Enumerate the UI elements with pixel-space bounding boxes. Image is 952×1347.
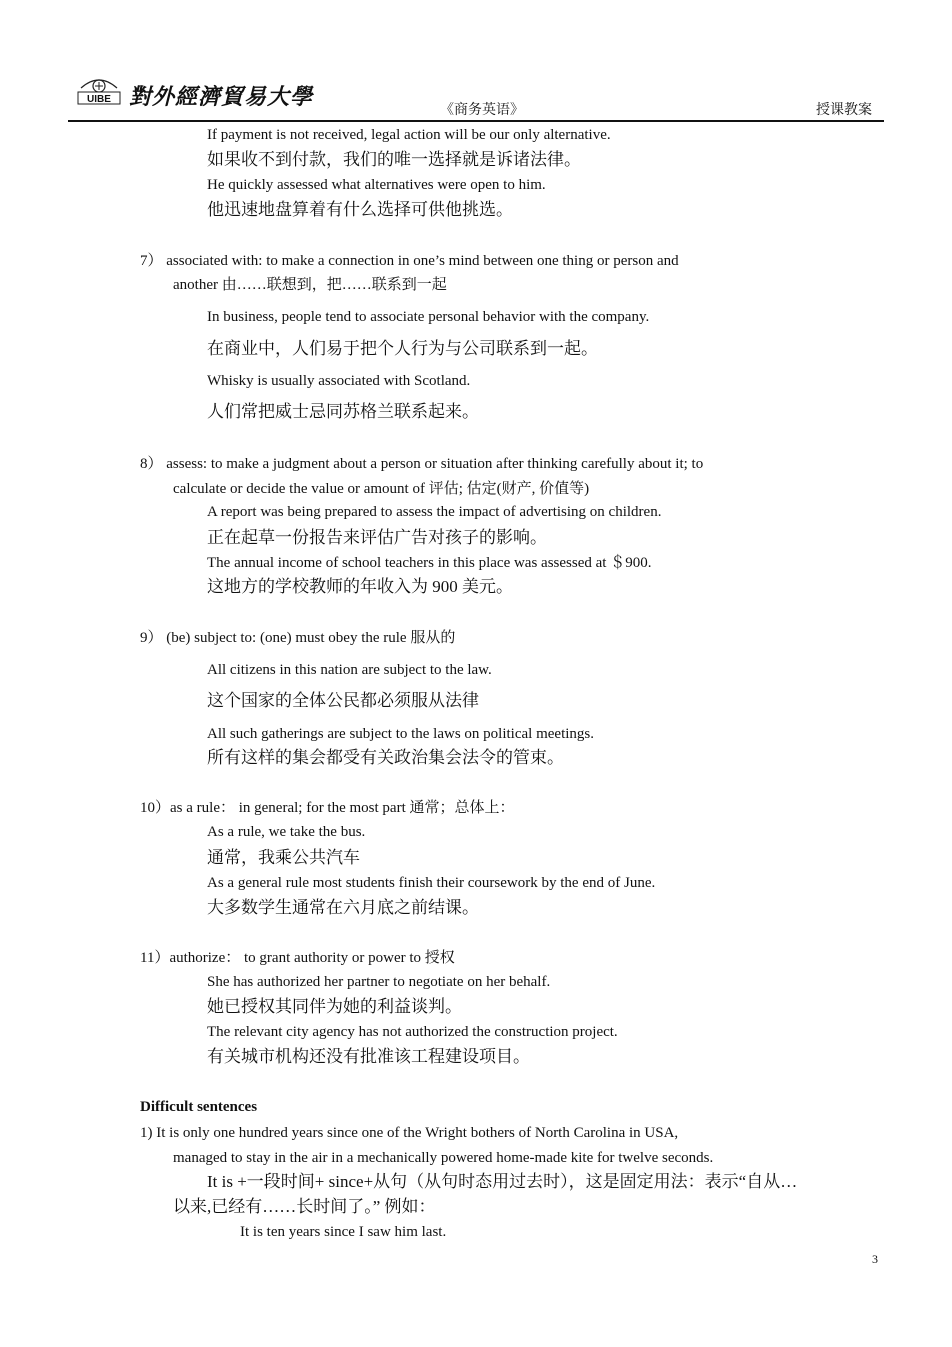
section-heading: Difficult sentences	[140, 1099, 258, 1115]
body-line: 正在起草一份报告来评估广告对孩子的影响。	[207, 528, 547, 547]
body-line: All citizens in this nation are subject to the law.	[207, 662, 492, 678]
university-name: 對外經濟貿易大學	[129, 84, 314, 109]
body-line: 人们常把威士忌同苏格兰联系起来。	[207, 402, 479, 421]
body-line: 在商业中，人们易于把个人行为与公司联系到一起。	[207, 339, 598, 358]
body-line: She has authorized her partner to negotiate on her behalf.	[207, 974, 551, 990]
page-header	[0, 0, 952, 125]
body-line: 以来,已经有……长时间了。” 例如：	[173, 1197, 436, 1216]
course-title: 《商务英语》	[440, 103, 524, 118]
university-logo-icon	[75, 74, 123, 108]
body-line: 这个国家的全体公民都必须服从法律	[207, 691, 479, 710]
vocab-heading: 11）authorize： to grant authority or power to 授权	[140, 950, 455, 966]
body-line: As a general rule most students finish their coursework by the end of June.	[207, 875, 656, 891]
body-line: 这地方的学校教师的年收入为 900 美元。	[207, 577, 513, 596]
vocab-heading: 10）as a rule： in general; for the most part 通常；总体上：	[140, 800, 515, 816]
body-line: 如果收不到付款，我们的唯一选择就是诉诸法律。	[207, 150, 581, 169]
body-line: 通常，我乘公共汽车	[207, 848, 360, 867]
svg-text:UIBE: UIBE	[87, 94, 111, 105]
body-line: It is +一段时间+ since+从句（从句时态用过去时），这是固定用法：表示“自从…	[207, 1172, 798, 1191]
body-line: All such gatherings are subject to the laws on political meetings.	[207, 726, 594, 742]
vocab-heading: 7） associated with: to make a connection in one’s mind between one thing or person and	[140, 253, 679, 269]
body-line: 大多数学生通常在六月底之前结课。	[207, 898, 479, 917]
body-line: Whisky is usually associated with Scotland.	[207, 373, 471, 389]
vocab-heading: 8） assess: to make a judgment about a person or situation after thinking carefully about it; to	[140, 456, 704, 472]
header-divider	[68, 120, 884, 122]
body-line: 所有这样的集会都受有关政治集会法令的管束。	[207, 748, 564, 767]
body-line: 有关城市机构还没有批准该工程建设项目。	[207, 1047, 530, 1066]
body-line: 他迅速地盘算着有什么选择可供他挑选。	[207, 200, 513, 219]
body-line: As a rule, we take the bus.	[207, 824, 366, 840]
body-line: If payment is not received, legal action will be our only alternative.	[207, 127, 611, 143]
page-number: 3	[872, 1252, 878, 1266]
body-line: He quickly assessed what alternatives were open to him.	[207, 177, 546, 193]
body-line: calculate or decide the value or amount of 评估; 估定(财产, 价值等)	[173, 481, 590, 497]
body-line: 她已授权其同伴为她的利益谈判。	[207, 997, 462, 1016]
body-line: another 由……联想到，把……联系到一起	[173, 277, 447, 293]
body-line: It is ten years since I saw him last.	[240, 1224, 447, 1240]
body-line: managed to stay in the air in a mechanically powered home-made kite for twelve seconds.	[173, 1150, 714, 1166]
body-line: The relevant city agency has not authorized the construction project.	[207, 1024, 618, 1040]
body-line: The annual income of school teachers in this place was assessed at ＄900.	[207, 555, 652, 571]
document-type: 授课教案	[816, 103, 872, 118]
vocab-heading: 9） (be) subject to: (one) must obey the rule 服从的	[140, 630, 456, 646]
body-line: A report was being prepared to assess the impact of advertising on children.	[207, 504, 662, 520]
body-line: 1) It is only one hundred years since one of the Wright bothers of North Carolina in USA,	[140, 1125, 679, 1141]
body-line: In business, people tend to associate personal behavior with the company.	[207, 309, 650, 325]
